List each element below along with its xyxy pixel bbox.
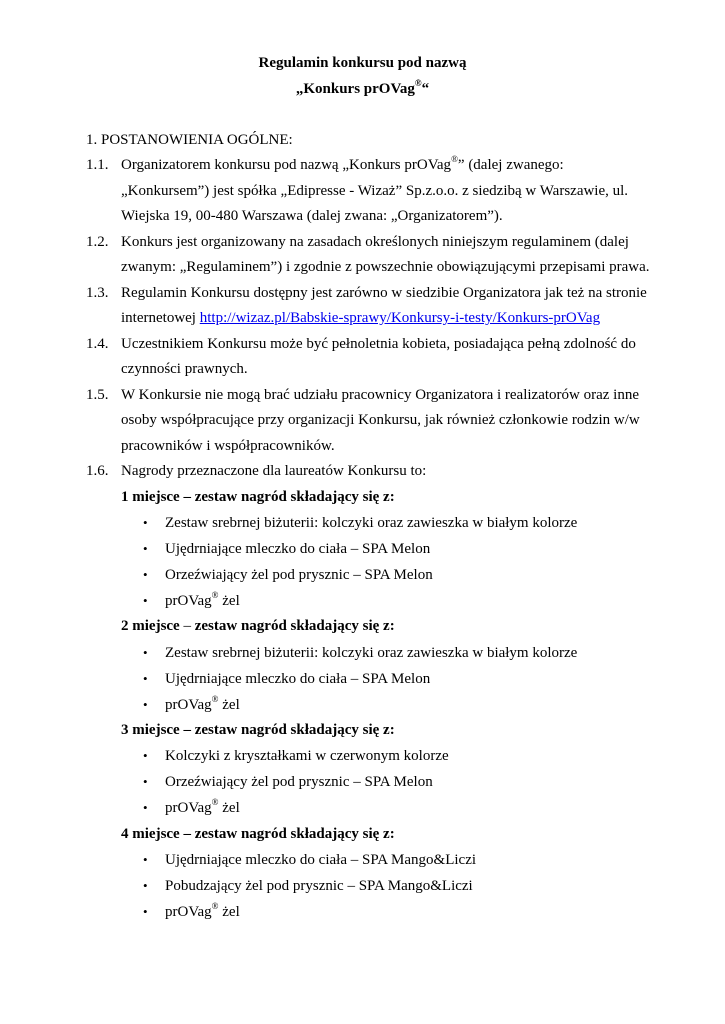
prize-item: Ujędrniające mleczko do ciała – SPA Melon xyxy=(165,671,431,687)
registered-mark: ® xyxy=(211,901,219,911)
paragraph-line: Uczestnikiem Konkursu może być pełnoletnia kobieta, posiadająca pełną zdolność do xyxy=(121,336,636,352)
paragraph-number: 1.3. xyxy=(86,285,109,301)
prize-item: Orzeźwiający żel pod prysznic – SPA Melon xyxy=(165,567,433,583)
prize-item: Zestaw srebrnej biżuterii: kolczyki oraz zawieszka w białym kolorze xyxy=(165,645,578,661)
bullet-icon: • xyxy=(143,515,148,530)
paragraph-line: W Konkursie nie mogą brać udziału pracownicy Organizatora i realizatorów oraz inne xyxy=(121,387,639,403)
registered-mark: ® xyxy=(211,797,219,807)
prize-item: Ujędrniające mleczko do ciała – SPA Melon xyxy=(165,541,431,557)
prize-item: Orzeźwiający żel pod prysznic – SPA Melon xyxy=(165,774,433,790)
prize-item: prOVag® żel xyxy=(165,590,240,609)
paragraph-line xyxy=(121,155,564,175)
prize-item: prOVag® żel xyxy=(165,694,240,713)
paragraph-text: ” (dalej zwanego: xyxy=(457,157,564,173)
paragraph-line: Nagrody przeznaczone dla laureatów Konkursu to: xyxy=(121,463,427,479)
prize-heading: 3 miejsce – zestaw nagród składający się z: xyxy=(121,722,395,738)
prize-item: prOVag® żel xyxy=(165,901,240,920)
prize-heading: 1 miejsce – zestaw nagród składający się z: xyxy=(121,489,395,505)
paragraph-line: Wiejska 19, 00-480 Warszawa (dalej zwana: „Organizatorem”). xyxy=(121,208,503,224)
prize-item: Zestaw srebrnej biżuterii: kolczyki oraz zawieszka w białym kolorze xyxy=(165,515,578,531)
document-title: Regulamin konkursu pod nazwą xyxy=(258,55,467,71)
paragraph-number: 1.4. xyxy=(86,336,109,352)
document-subtitle xyxy=(0,79,725,99)
paragraph-number: 1.5. xyxy=(86,387,109,403)
bullet-icon: • xyxy=(143,904,148,919)
registered-mark: ® xyxy=(451,154,458,164)
bullet-icon: • xyxy=(143,774,148,789)
bullet-icon: • xyxy=(143,748,148,763)
paragraph-number: 1.6. xyxy=(86,463,109,479)
registered-mark: ® xyxy=(211,590,219,600)
paragraph-line: „Konkursem”) jest spółka „Edipresse - Wizaż” Sp.z.o.o. z siedzibą w Warszawie, ul. xyxy=(121,183,629,199)
bullet-icon: • xyxy=(143,800,148,815)
paragraph-text: internetowej xyxy=(121,310,200,326)
bullet-icon: • xyxy=(143,541,148,556)
bullet-icon: • xyxy=(143,567,148,582)
bullet-icon: • xyxy=(143,645,148,660)
registered-mark: ® xyxy=(211,694,219,704)
prize-heading: 4 miejsce – zestaw nagród składający się z: xyxy=(121,826,395,842)
prize-item: Kolczyki z kryształkami w czerwonym kolorze xyxy=(165,748,449,764)
paragraph-line: pracowników i współpracowników. xyxy=(121,438,335,454)
prize-heading-dash: – xyxy=(179,618,195,634)
prize-heading-place: 2 miejsce xyxy=(121,618,180,634)
prize-heading-text: zestaw nagród składający się z: xyxy=(194,618,395,634)
regulations-link[interactable]: http://wizaz.pl/Babskie-sprawy/Konkursy-i-testy/Konkurs-prOVag xyxy=(199,310,601,326)
registered-mark: ® xyxy=(414,78,422,88)
section-heading: 1. POSTANOWIENIA OGÓLNE: xyxy=(86,132,293,148)
bullet-icon: • xyxy=(143,852,148,867)
paragraph-line: osoby współpracujące przy organizacji Konkursu, jak również członkowie rodzin w/w xyxy=(121,412,640,428)
paragraph-text: Organizatorem konkursu pod nazwą „Konkurs prOVag xyxy=(121,157,452,173)
bullet-icon: • xyxy=(143,697,148,712)
paragraph-line xyxy=(121,308,600,328)
subtitle-quote: “ xyxy=(421,81,430,97)
paragraph-line: Konkurs jest organizowany na zasadach określonych niniejszym regulaminem (dalej xyxy=(121,234,629,250)
prize-heading xyxy=(121,616,395,636)
bullet-icon: • xyxy=(143,671,148,686)
subtitle-text: „Konkurs prOVag xyxy=(295,81,415,97)
paragraph-number: 1.1. xyxy=(86,157,109,173)
paragraph-line: zwanym: „Regulaminem”) i zgodnie z powszechnie obowiązującymi przepisami prawa. xyxy=(121,259,650,275)
bullet-icon: • xyxy=(143,878,148,893)
bullet-icon: • xyxy=(143,593,148,608)
paragraph-number: 1.2. xyxy=(86,234,109,250)
prize-item: Ujędrniające mleczko do ciała – SPA Mango&Liczi xyxy=(165,852,477,868)
paragraph-line: czynności prawnych. xyxy=(121,361,248,377)
prize-item: prOVag® żel xyxy=(165,797,240,816)
prize-item: Pobudzający żel pod prysznic – SPA Mango&Liczi xyxy=(165,878,473,894)
paragraph-line: Regulamin Konkursu dostępny jest zarówno w siedzibie Organizatora jak też na stronie xyxy=(121,285,647,301)
